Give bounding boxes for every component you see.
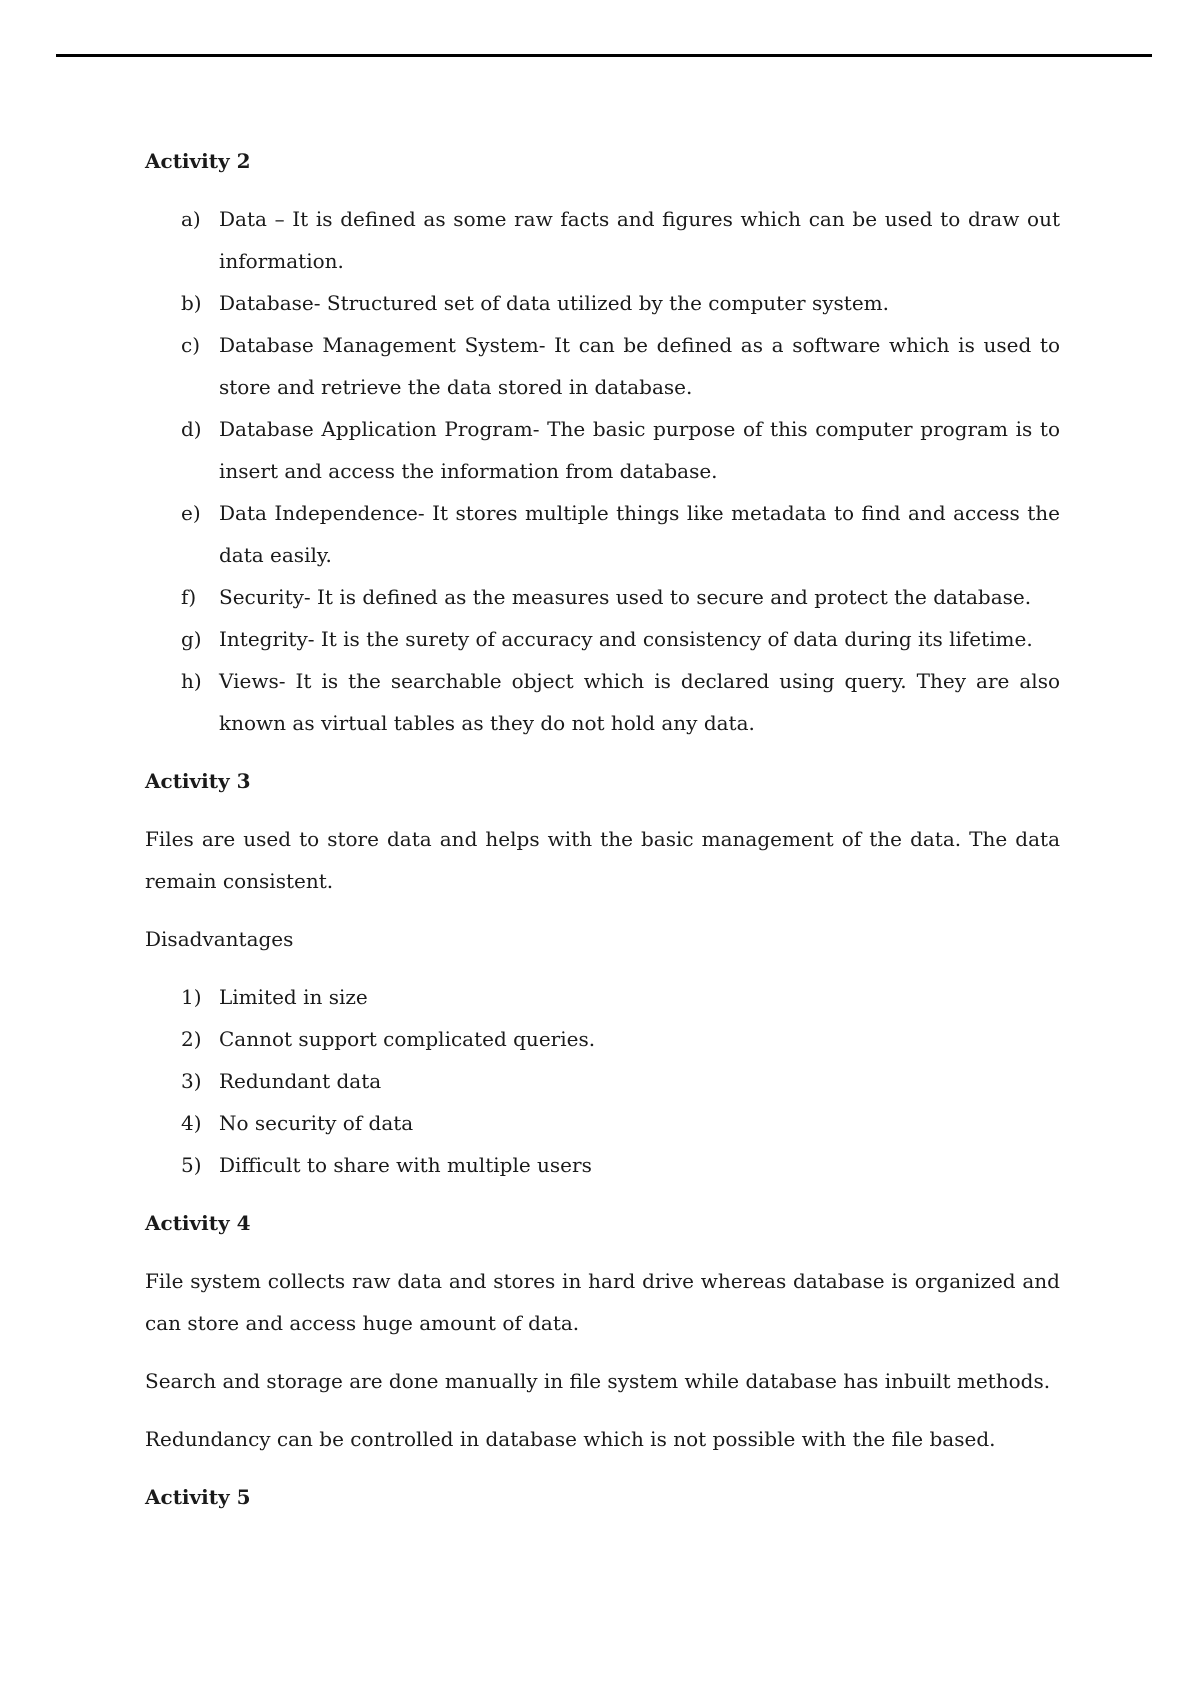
list-item [145,1144,1060,1186]
list-item-text: Integrity- It is the surety of accuracy and consistency of data during its lifetime. [219,627,1033,651]
list-item-text: Database- Structured set of data utilized by the computer system. [219,291,889,315]
activity-5-heading: Activity 5 [145,1485,251,1509]
activity-3-intro: Files are used to store data and helps with the basic management of the data. The data remain consistent. [145,827,1060,893]
list-marker: e) [181,501,201,525]
list-item-text: No security of data [219,1111,414,1135]
list-marker: 4) [181,1111,202,1135]
list-item-text: Limited in size [219,985,368,1009]
activity-4-paragraph: Redundancy can be controlled in database which is not possible with the file based. [145,1427,996,1451]
list-marker: g) [181,627,202,651]
list-item-text: Database Application Program- The basic purpose of this computer program is to insert and access the information from database. [219,417,1060,483]
activity-4-heading: Activity 4 [145,1211,251,1235]
list-item-text: Data Independence- It stores multiple things like metadata to find and access the data easily. [219,501,1060,567]
list-item-text: Views- It is the searchable object which is declared using query. They are also known as virtual tables as they do not hold any data. [219,669,1060,735]
list-item-text: Cannot support complicated queries. [219,1027,596,1051]
list-item-text: Data – It is defined as some raw facts and figures which can be used to draw out information. [219,207,1060,273]
document-body [145,140,1060,1534]
list-item [145,618,1060,660]
activity-4-paragraph: File system collects raw data and stores in hard drive whereas database is organized and can store and access huge amount of data. [145,1269,1060,1335]
list-marker: 3) [181,1069,202,1093]
list-marker: f) [181,585,197,609]
list-item [145,1060,1060,1102]
activity-3-heading: Activity 3 [145,769,251,793]
activity-4-paragraph: Search and storage are done manually in file system while database has inbuilt methods. [145,1369,1051,1393]
list-item [145,576,1060,618]
list-marker: b) [181,291,202,315]
list-item [145,1018,1060,1060]
list-item [145,492,1060,576]
header-rule [56,54,1152,57]
list-item [145,282,1060,324]
disadvantages-list [145,976,1060,1186]
list-marker: 2) [181,1027,202,1051]
list-item [145,198,1060,282]
list-item [145,1102,1060,1144]
list-marker: 1) [181,985,202,1009]
list-item-text: Difficult to share with multiple users [219,1153,592,1177]
list-marker: 5) [181,1153,202,1177]
list-item-text: Redundant data [219,1069,382,1093]
list-item [145,660,1060,744]
list-item [145,324,1060,408]
list-marker: c) [181,333,201,357]
list-marker: h) [181,669,202,693]
activity-2-heading: Activity 2 [145,149,251,173]
list-marker: a) [181,207,201,231]
activity-2-definitions-list [145,198,1060,744]
disadvantages-label: Disadvantages [145,927,294,951]
list-item [145,976,1060,1018]
list-marker: d) [181,417,202,441]
list-item-text: Security- It is defined as the measures used to secure and protect the database. [219,585,1032,609]
list-item [145,408,1060,492]
list-item-text: Database Management System- It can be defined as a software which is used to store and retrieve the data stored in database. [219,333,1060,399]
